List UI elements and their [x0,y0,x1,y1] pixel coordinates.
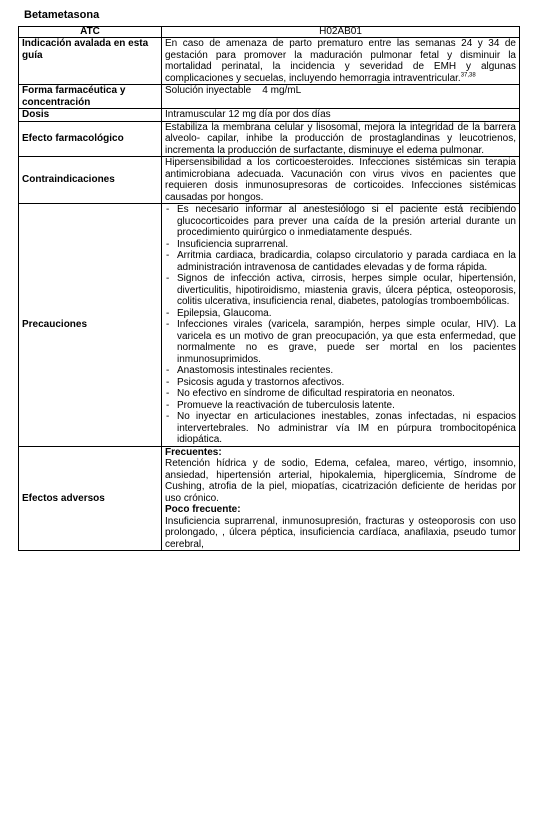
atc-code: H02AB01 [162,27,520,38]
effect-label: Efecto farmacológico [19,121,162,157]
contraindications-text: Hipersensibilidad a los corticoesteroides. Infecciones sistémicas sin terapia antimicrobiana adecuada. Vacunación con virus vivos en pacientes que requieren dosis inmunosupresoras de corticoides. Infecciones sistémicas causadas por hongos. [162,157,520,204]
precaution-item: - Psicosis aguda y trastornos afectivos. [165,377,516,389]
precaution-item: - No inyectar en articulaciones inestables, zonas infectadas, ni espacios intervertebrales. No administrar vía IM en púrpura trombocitopénica idiopática. [165,411,516,446]
indication-row [19,38,520,85]
dosage-form-label: Forma farmacéutica y concentración [19,85,162,109]
indication-label: Indicación avalada en esta guía [19,38,162,85]
dosage-form-row [19,85,520,109]
precaution-item: - No efectivo en síndrome de dificultad respiratoria en neonatos. [165,388,516,400]
indication-text: En caso de amenaza de parto prematuro entre las semanas 24 y 34 de gestación para promover la maduración pulmonar fetal y disminuir la mortalidad perinatal, la incidencia y severidad de EMH y algunas complicaciones y secuelas, incluyendo hemorragia intraventricular. [165,38,516,84]
effect-row [19,121,520,157]
adverse-effects-label: Efectos adversos [19,446,162,551]
indication-refs: 37,38 [460,72,476,79]
precautions-list [165,204,516,446]
drug-info-table [18,26,520,551]
contraindications-row [19,157,520,204]
dosage-form-text: Solución inyectable 4 mg/mL [162,85,520,109]
precautions-row [19,204,520,447]
adverse-effects-cell [162,446,520,551]
atc-label: ATC [19,27,162,38]
indication-text-cell [162,38,520,85]
adverse-effects-row [19,446,520,551]
precaution-item: - Insuficiencia suprarrenal. [165,239,516,251]
precaution-item: - Epilepsia, Glaucoma. [165,308,516,320]
precautions-label: Precauciones [19,204,162,447]
precautions-cell [162,204,520,447]
infrequent-text: Insuficiencia suprarrenal, inmunosupresión, fracturas y osteoporosis con uso prolongado, , úlcera péptica, insuficiencia cardíaca, anafilaxia, pseudo tumor cerebral, [165,515,516,550]
atc-row [19,27,520,38]
effect-text: Estabiliza la membrana celular y lisosomal, mejora la integridad de la barrera alveolo- capilar, inhibe la producción de prostaglandinas y leucotrienos, incrementa la producción de surfactante, disminuye el edema pulmonar. [162,121,520,157]
frequent-text: Retención hídrica y de sodio, Edema, cefalea, mareo, vértigo, insomnio, ansiedad, hipertensión arterial, hipokalemia, hiperglicemia, Síndrome de Cushing, atrofia de la piel, miopatías, cicatrización deficiente de heridas por uso crónico. [165,458,516,504]
precaution-item: - Arritmia cardiaca, bradicardia, colapso circulatorio y parada cardiaca en la administración intravenosa de cantidades elevadas y de forma rápida. [165,250,516,273]
precaution-item: - Infecciones virales (varicela, sarampión, herpes simple ocular, HIV). La varicela es un motivo de gran preocupación, ya que esta enfermedad, que normalmente no es grave, puede ser mortal en los pacientes inmunosuprimidos. [165,319,516,365]
dose-row [19,109,520,122]
precaution-item: - Signos de infección activa, cirrosis, herpes simple ocular, hipertensión, diverticulitis, hipotiroidismo, miastenia gravis, úlcera péptica, osteoporosis, colitis ulcerativa, insuficiencia renal, diabetes, patologías tromboembólicas. [165,273,516,308]
precaution-item: - Promueve la reactivación de tuberculosis latente. [165,400,516,412]
drug-title: Betametasona [24,9,100,21]
dose-label: Dosis [19,109,162,122]
contraindications-label: Contraindicaciones [19,157,162,204]
dose-text: Intramuscular 12 mg día por dos días [162,109,520,122]
infrequent-heading: Poco frecuente: [165,504,241,515]
frequent-heading: Frecuentes: [165,446,222,458]
precaution-item: - Es necesario informar al anestesiólogo si el paciente está recibiendo glucocorticoides para prever una caída de la presión arterial durante un procedimiento quirúrgico o inmediatamente después. [165,204,516,239]
precaution-item: - Anastomosis intestinales recientes. [165,365,516,377]
